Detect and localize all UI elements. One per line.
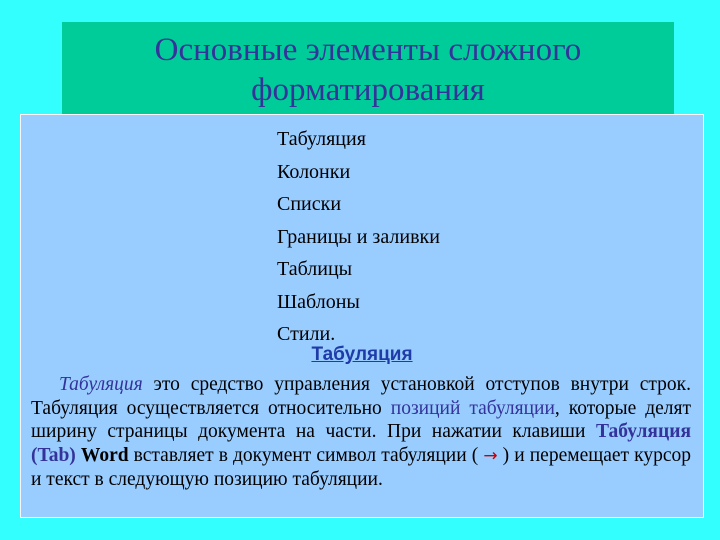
paragraph-key-name: Табуляция (Tab) [31, 421, 691, 466]
section-heading: Табуляция [311, 344, 413, 365]
slide-title [62, 22, 674, 114]
topic-item-tabulation: Табуляция [277, 128, 366, 150]
paragraph-text-4: ) и перемещает курсор и текст в следующую позицию табуляции. [31, 444, 691, 490]
content-panel [20, 114, 704, 518]
body-paragraph [31, 373, 691, 492]
tab-arrow-icon: → [483, 445, 498, 466]
paragraph-link-term: позиций табуляции [390, 397, 555, 419]
topic-item-tables: Таблицы [277, 258, 353, 280]
paragraph-text-3: вставляет в документ символ табуляции ( [128, 444, 484, 466]
topic-item-borders: Границы и заливки [277, 225, 440, 248]
paragraph-app-name: Word [80, 444, 129, 466]
topic-item-lists: Списки [277, 193, 342, 215]
paragraph-text-1: это средство управления установкой отступов внутри строк. Табуляция осуществляется относительно [31, 374, 691, 419]
topic-item-styles: Стили. [277, 323, 336, 345]
title-line-1: Основные элементы сложного [154, 32, 582, 68]
paragraph-term: Табуляция [59, 374, 143, 395]
topic-item-templates: Шаблоны [277, 290, 360, 313]
topic-item-columns: Колонки [277, 160, 351, 183]
paragraph-text-2: , которые делят ширину страницы документа на части. При нажатии клавиши [31, 397, 692, 442]
topic-list [277, 123, 440, 351]
title-line-2: форматирования [251, 72, 485, 108]
